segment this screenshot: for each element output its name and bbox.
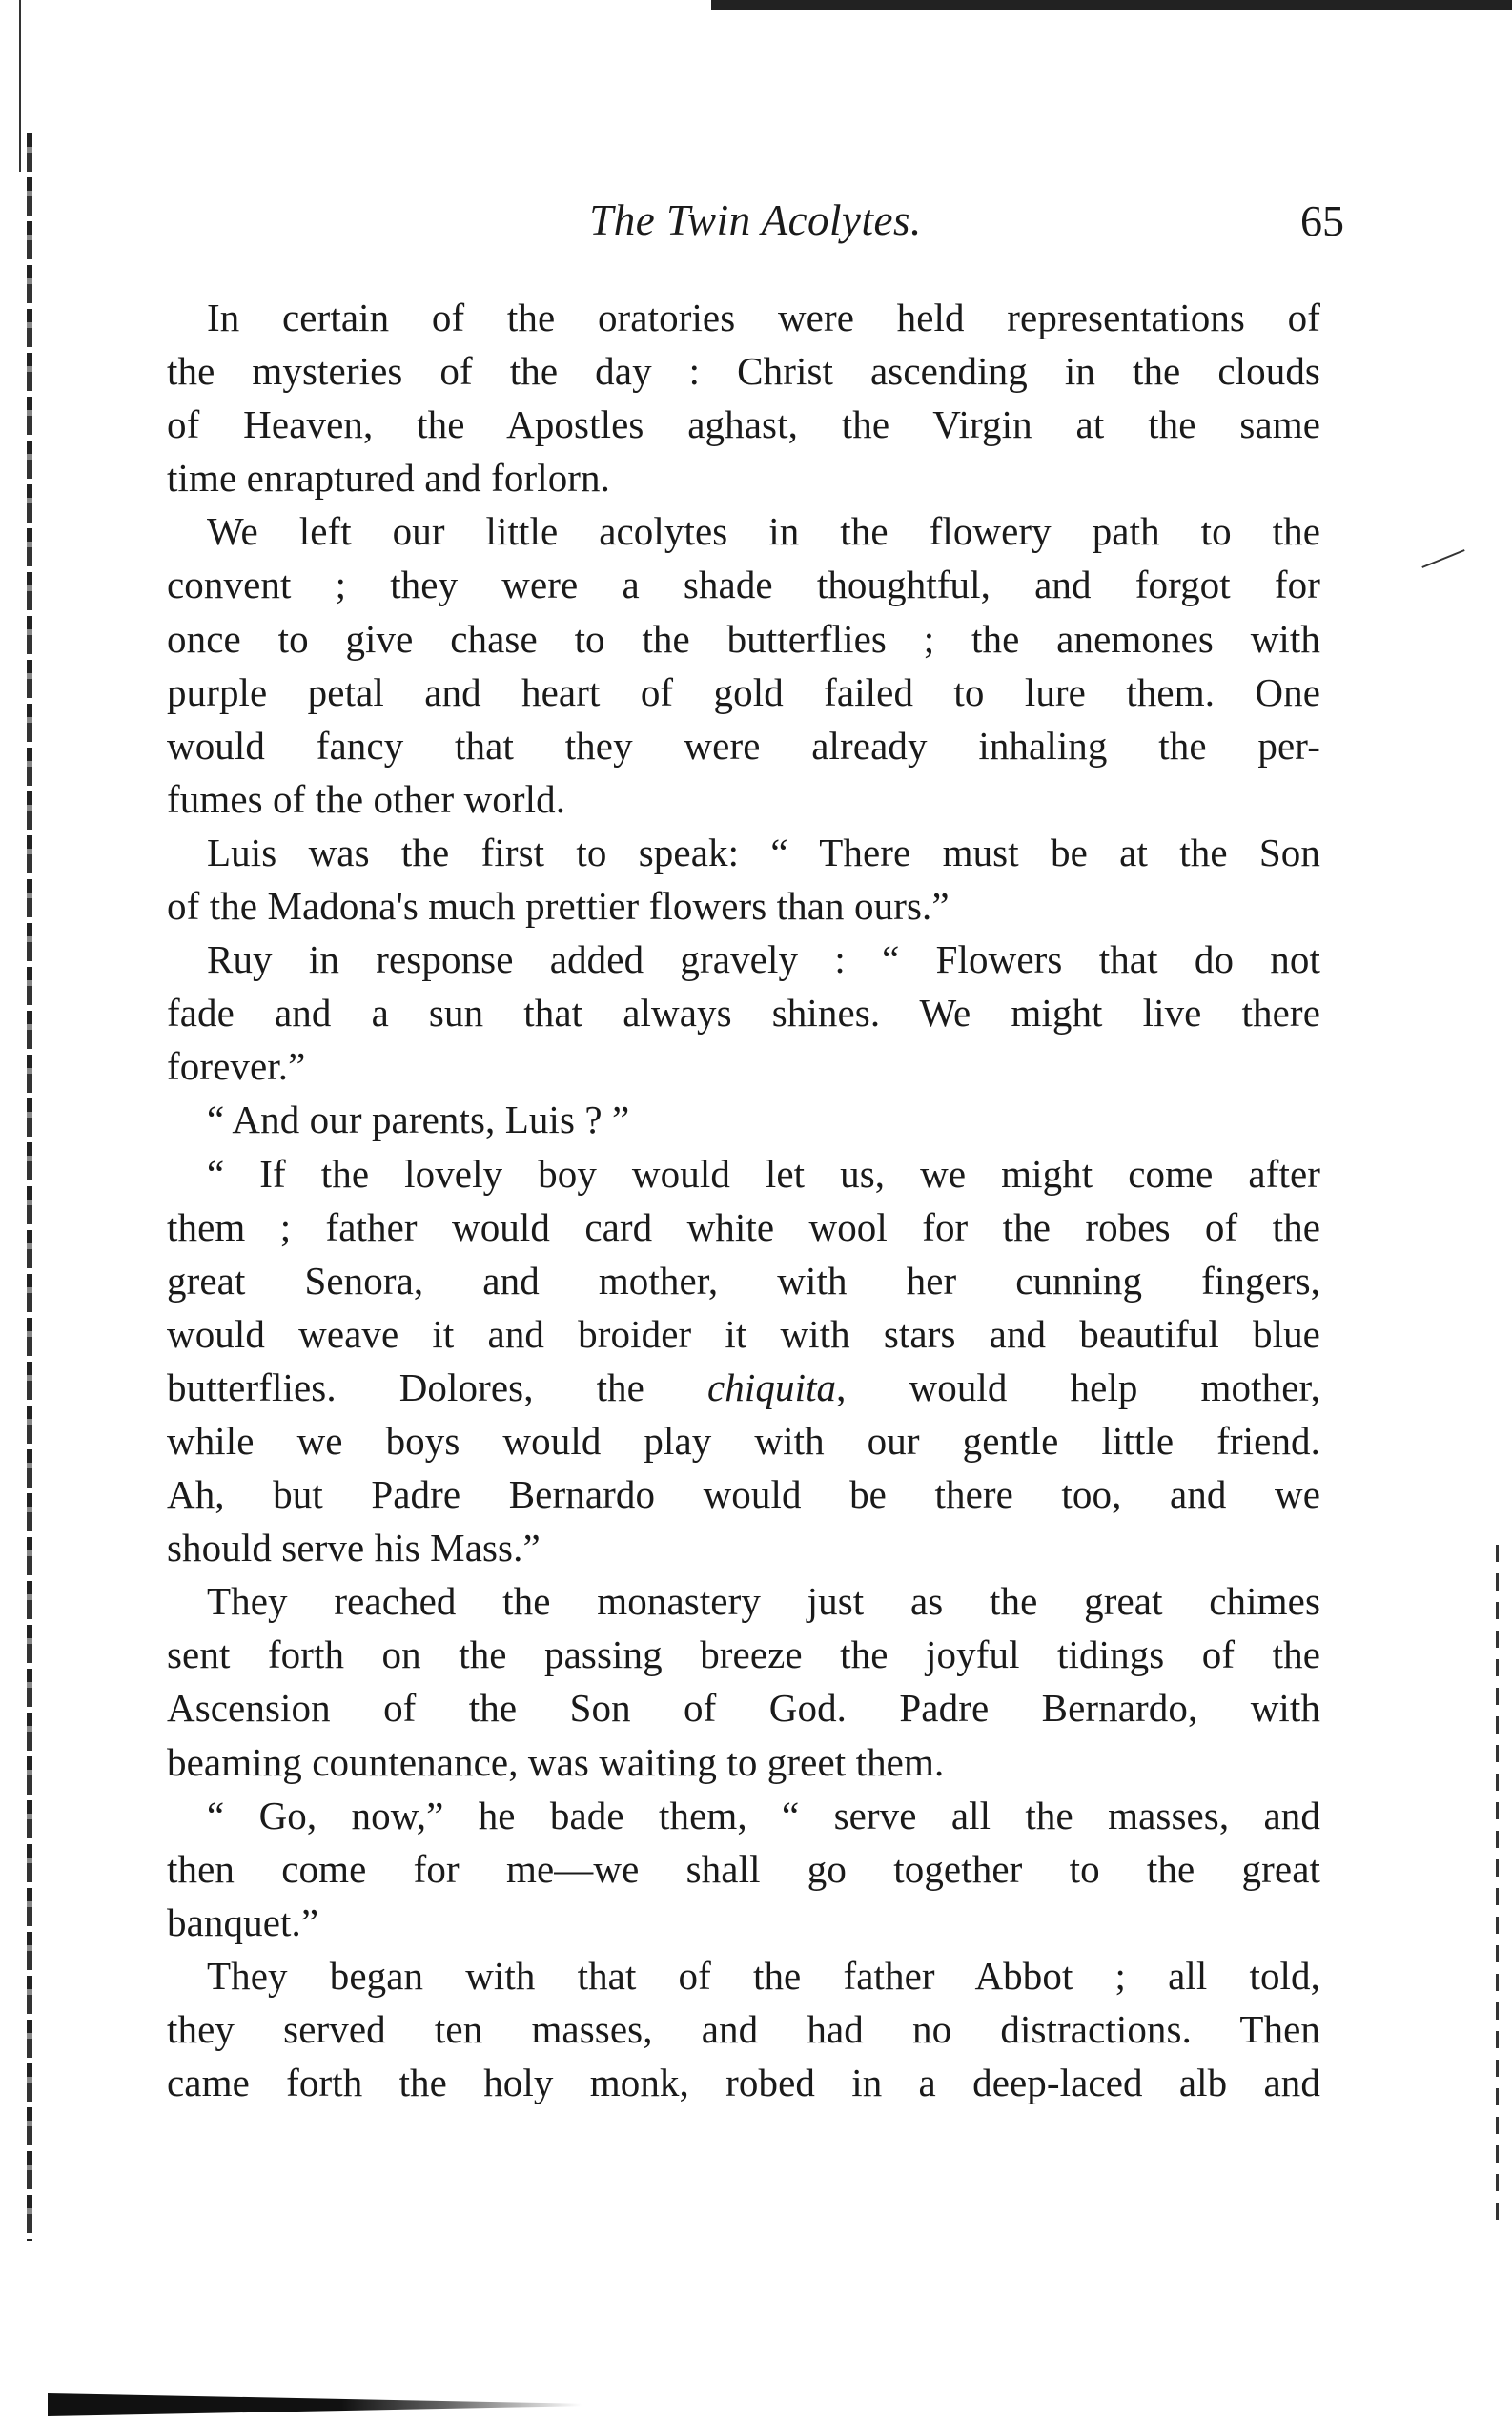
text-line: great Senora, and mother, with her cunning fingers, xyxy=(167,1258,1320,1303)
running-title: The Twin Acolytes. xyxy=(589,196,922,244)
text-line: would weave it and broider it with stars and beautiful blue xyxy=(167,1311,1320,1356)
text-line: came forth the holy monk, robed in a deep-laced alb and xyxy=(167,2061,1320,2105)
scan-left-edge xyxy=(27,133,32,2241)
text-line: time enraptured and forlorn. xyxy=(167,456,611,501)
text-line: once to give chase to the butterflies ; the anemones with xyxy=(167,616,1320,661)
text-line: banquet.” xyxy=(167,1899,319,1944)
text-line: while we boys would play with our gentle little friend. xyxy=(167,1418,1320,1463)
text-line: purple petal and heart of gold failed to lure them. One xyxy=(167,669,1320,714)
scan-top-edge xyxy=(711,0,1512,10)
text-line: them ; father would card white wool for the robes of the xyxy=(167,1204,1320,1249)
text-line: forever.” xyxy=(167,1044,306,1089)
text-line: should serve his Mass.” xyxy=(167,1526,541,1570)
text-line: Luis was the first to speak: “ There must be at the Son xyxy=(207,830,1320,874)
text-line: beaming countenance, was waiting to greet them. xyxy=(167,1739,945,1784)
text-line: sent forth on the passing breeze the joyful tidings of the xyxy=(167,1632,1320,1677)
text-line: fumes of the other world. xyxy=(167,776,566,821)
text-line: the mysteries of the day : Christ ascending in the clouds xyxy=(167,349,1320,394)
scan-right-edge xyxy=(1496,1545,1499,2231)
text-line: “ And our parents, Luis ? ” xyxy=(207,1098,630,1142)
text-line: In certain of the oratories were held representations of xyxy=(207,296,1320,339)
scan-bottom-edge xyxy=(48,2393,582,2416)
body-text xyxy=(167,291,1320,2109)
text-line: “ Go, now,” he bade them, “ serve all the masses, and xyxy=(207,1793,1320,1837)
text-line: They reached the monastery just as the great chimes xyxy=(207,1579,1320,1624)
text-line: of the Madona's much prettier flowers than ours.” xyxy=(167,884,950,929)
margin-pencil-mark xyxy=(1421,549,1464,568)
text-line: of Heaven, the Apostles aghast, the Virgin at the same xyxy=(167,402,1320,447)
italic-word: chiquita xyxy=(706,1365,837,1409)
text-line: convent ; they were a shade thoughtful, and forgot for xyxy=(167,563,1320,607)
text-line: Ruy in response added gravely : “ Flowers that do not xyxy=(207,937,1320,982)
text-line: then come for me—we shall go together to the great xyxy=(167,1846,1320,1891)
page-number: 65 xyxy=(1300,196,1344,245)
text-line: would fancy that they were already inhaling the per- xyxy=(167,723,1320,768)
text-line: Ascension of the Son of God. Padre Bernardo, with xyxy=(167,1686,1320,1731)
text-line: They began with that of the father Abbot ; all told, xyxy=(207,1953,1320,1998)
text-line: butterflies. Dolores, the chiquita, would help mother, xyxy=(167,1365,1320,1409)
text-line: Ah, but Padre Bernardo would be there too, and we xyxy=(167,1472,1320,1517)
scan-left-edge-thin xyxy=(19,0,21,172)
text-line: “ If the lovely boy would let us, we might come after xyxy=(207,1151,1320,1196)
text-line: We left our little acolytes in the flowery path to the xyxy=(207,509,1320,554)
text-line: fade and a sun that always shines. We might live there xyxy=(167,991,1320,1036)
running-head xyxy=(167,195,1344,253)
text-line: they served ten masses, and had no distractions. Then xyxy=(167,2007,1320,2051)
